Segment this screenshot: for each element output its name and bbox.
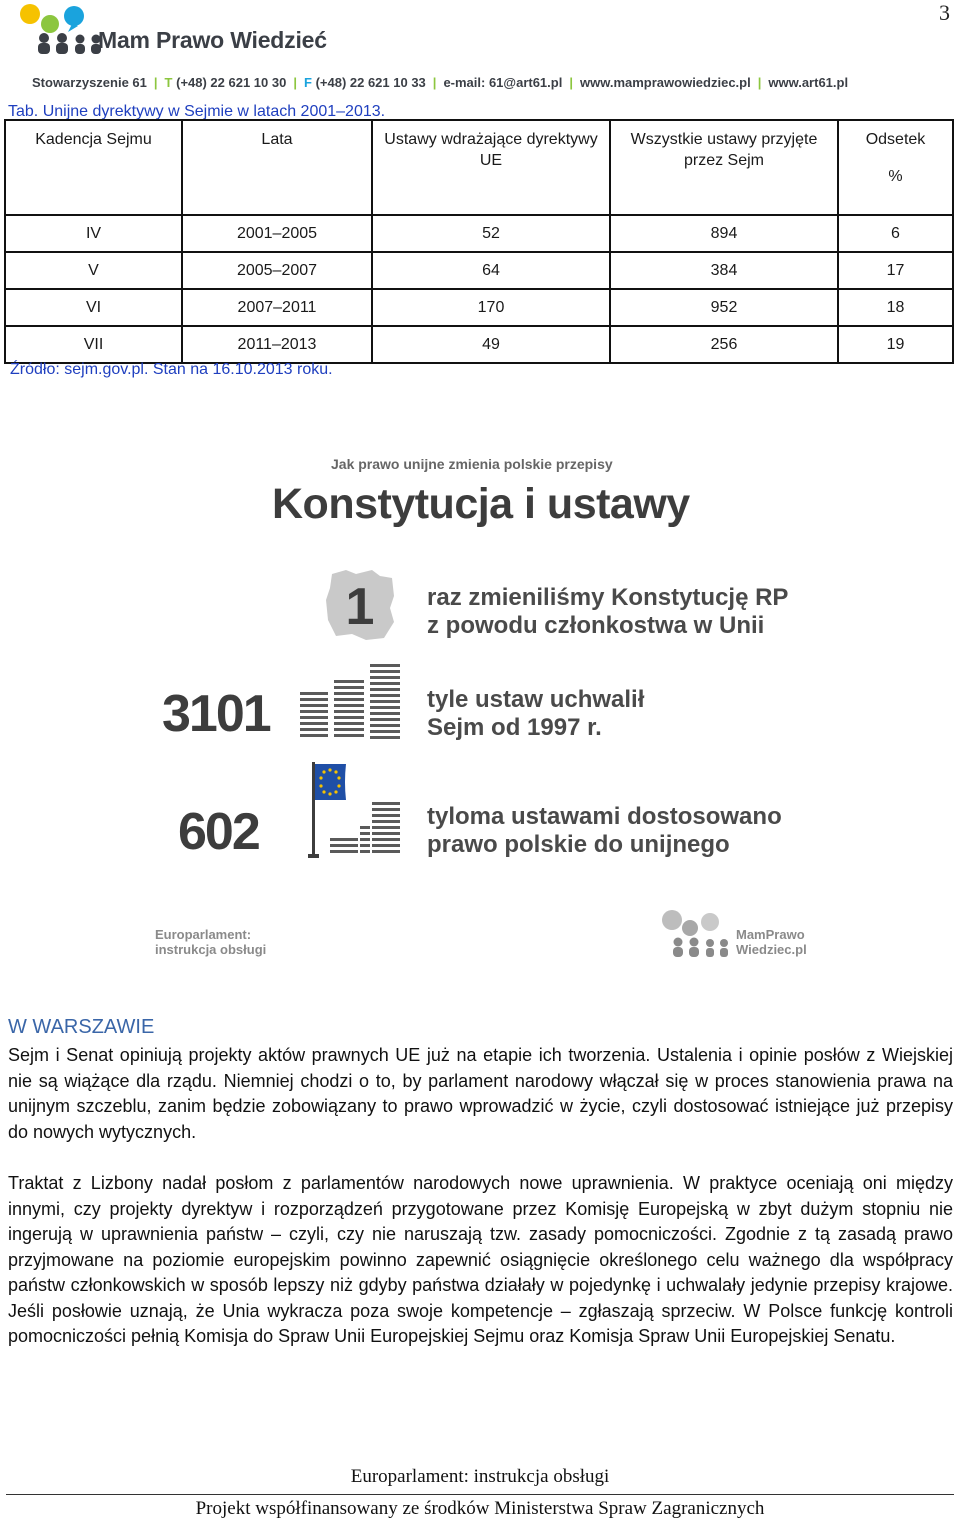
- table-row: [5, 252, 953, 289]
- cell-ustawy-ue: 52: [372, 215, 610, 252]
- website-link-1[interactable]: www.mamprawowiedziec.pl: [579, 75, 751, 90]
- logo-text: Mam Prawo Wiedzieć: [98, 27, 327, 53]
- law-stacks-icon: [300, 662, 402, 740]
- cell-lata: 2005–2007: [182, 252, 372, 289]
- cell-ustawy-ue: 49: [372, 326, 610, 363]
- odsetek-label: Odsetek: [865, 131, 926, 148]
- cell-ustawy-ue: 170: [372, 289, 610, 326]
- cell-odsetek: 18: [838, 289, 953, 326]
- fax-number: (+48) 22 621 10 33: [315, 75, 426, 90]
- cell-wszystkie: 384: [610, 252, 838, 289]
- fact2-number: 3101: [162, 685, 270, 743]
- fact2-text: tyle ustaw uchwalił Sejm od 1997 r.: [427, 686, 645, 741]
- cell-odsetek: 6: [838, 215, 953, 252]
- cell-wszystkie: 256: [610, 326, 838, 363]
- table-caption: Tab. Unijne dyrektywy w Sejmie w latach 2001–2013.: [8, 103, 386, 120]
- page-number: 3: [939, 0, 950, 25]
- cell-kadencja: V: [5, 252, 182, 289]
- infographic-subtitle: Jak prawo unijne zmienia polskie przepisy: [331, 456, 613, 472]
- table-row: [5, 326, 953, 363]
- col-header-odsetek: [838, 120, 953, 215]
- infographic-footer-left: Europarlament: instrukcja obsługi: [155, 927, 267, 957]
- cell-lata: 2001–2005: [182, 215, 372, 252]
- cell-wszystkie: 894: [610, 215, 838, 252]
- page-footer-title: Europarlament: instrukcja obsługi: [350, 1466, 610, 1487]
- email-link[interactable]: e-mail: 61@art61.pl: [443, 75, 563, 90]
- fact3-text: tyloma ustawami dostosowano prawo polskie do unijnego: [427, 803, 782, 858]
- col-header-wszystkie: Wszystkie ustawy przyjęte przez Sejm: [610, 120, 838, 215]
- cell-wszystkie: 952: [610, 289, 838, 326]
- fax-label: F: [303, 75, 312, 90]
- infographic-footer-right: MamPrawo Wiedziec.pl: [736, 927, 807, 957]
- fact3-number: 602: [178, 803, 259, 861]
- cell-ustawy-ue: 64: [372, 252, 610, 289]
- footer-divider: [6, 1494, 954, 1495]
- phone-label: T: [164, 75, 173, 90]
- contact-bar: Stowarzyszenie 61 | T (+48) 22 621 10 30 | F (+48) 22 621 10 33 | e-mail: 61@art61.pl | www.mamprawowiedziec.pl | www.art61.pl: [32, 75, 849, 90]
- cell-lata: 2007–2011: [182, 289, 372, 326]
- fact1-number: 1: [345, 578, 375, 636]
- odsetek-unit: %: [888, 168, 903, 185]
- section-heading: W WARSZAWIE: [8, 1016, 155, 1038]
- poland-map-icon: [322, 566, 398, 642]
- cell-kadencja: VII: [5, 326, 182, 363]
- infographic-title: Konstytucja i ustawy: [272, 480, 690, 528]
- eu-directives-table: [4, 119, 954, 364]
- website-link-2[interactable]: www.art61.pl: [768, 75, 849, 90]
- eu-law-stacks-icon: [330, 800, 402, 856]
- page-footer-funding: Projekt współfinansowany ze środków Ministerstwa Spraw Zagranicznych: [195, 1498, 765, 1519]
- table-row: [5, 215, 953, 252]
- col-header-kadencja: Kadencja Sejmu: [5, 120, 182, 215]
- col-header-ustawy-ue: Ustawy wdrażające dyrektywy UE: [372, 120, 610, 215]
- paragraph-2: Traktat z Lizbony nadał posłom z parlamentów narodowych nowe uprawnienia. W praktyce oceniają oni między innymi, czy projekty dyrektyw i rozporządzeń przygotowane przez Komisję Europejską w zbyt dużym stopniu nie ingerują w uprawnienia państw – czyli, czy nie naruszają tzw. zasady pomocniczości. Zgodnie z tą zasadą prawo przyjmowane na poziomie europejskim powinno zapewnić osiągnięcie określonego celu ważnego dla współpracy państw członkowskich w sposób lepszy niż gdyby państwa działały w pojedynkę i uchwalały jedynie przepisy krajowe. Jeśli posłowie uznają, że Unia wykracza poza swoje kompetencje – zgłaszają sprzeciw. W Polsce funkcję kontroli pomocniczości pełnią Komisja do Spraw Unii Europejskiej Sejmu oraz Komisja Spraw Unii Europejskiej Senatu.: [8, 1173, 953, 1346]
- mamprawo-logo-icon: [658, 908, 734, 960]
- table-header-row: [5, 120, 953, 215]
- phone-number: (+48) 22 621 10 30: [176, 75, 287, 90]
- cell-kadencja: IV: [5, 215, 182, 252]
- table-source-note: Źródło: sejm.gov.pl. Stan na 16.10.2013 roku.: [10, 361, 333, 378]
- cell-odsetek: 19: [838, 326, 953, 363]
- cell-lata: 2011–2013: [182, 326, 372, 363]
- paragraph-1: Sejm i Senat opiniują projekty aktów prawnych UE już na etapie ich tworzenia. Ustalenia i opinie posłów z Wiejskiej nie są wiążące dla rządu. Niemniej chodzi o to, by parlament narodowy włączał się w proces stanowienia prawa na unijnym szczeblu, zanim będzie zobowiązany to prawo wprowadzić w życie, czyli dostosować istniejące już przepisy do nowych wytycznych.: [8, 1045, 953, 1142]
- table-row: [5, 289, 953, 326]
- cell-odsetek: 17: [838, 252, 953, 289]
- cell-kadencja: VI: [5, 289, 182, 326]
- fact1-text: raz zmieniliśmy Konstytucję RP z powodu członkostwa w Unii: [427, 584, 789, 639]
- org-name: Stowarzyszenie 61: [32, 75, 147, 90]
- col-header-lata: Lata: [182, 120, 372, 215]
